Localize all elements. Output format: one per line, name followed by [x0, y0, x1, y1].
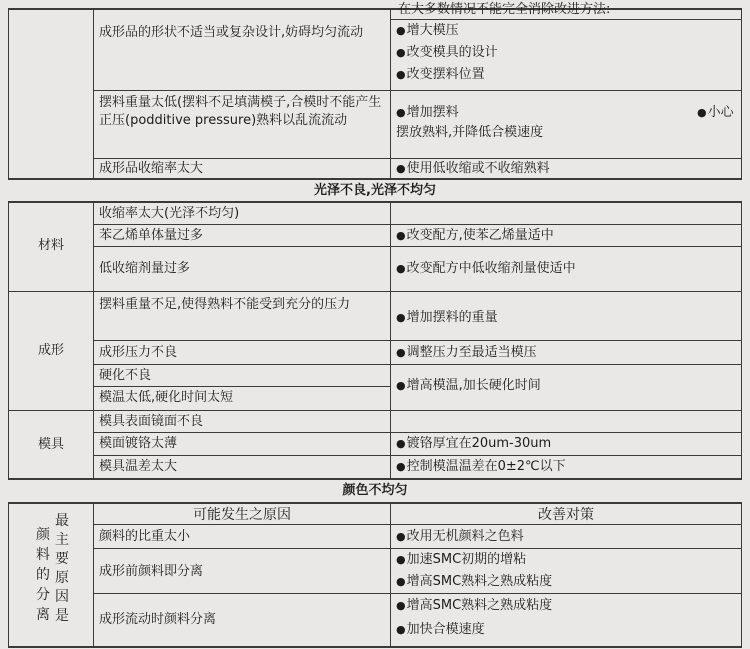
side-note: ● 小心: [697, 104, 734, 122]
column-header-solution: 改善对策: [538, 507, 594, 523]
solution-item: ● 增高SMC熟料之熟成粘度: [396, 573, 552, 591]
solution-item: ● 镀铬厚宜在20um-30um: [396, 435, 551, 453]
solution-item: ● 增高SMC熟料之熟成粘度: [396, 597, 552, 615]
cause-cell: 收缩率太大(光泽不均匀): [99, 206, 240, 221]
solution-item: ● 加快合模速度: [396, 621, 485, 639]
cause-cell: 模面镀铬太薄: [99, 436, 178, 451]
solution-item: ● 增高模温,加长硬化时间: [396, 377, 541, 395]
cause-cell: 摆料重量不足,使得熟料不能受到充分的压力: [99, 297, 351, 312]
solution-item: 摆放熟料,并降低合模速度: [396, 125, 544, 140]
solution-item: ● 改变配方,使苯乙烯量适中: [396, 227, 554, 245]
top-table-header: 在大多数情况不能完全消除改进方法:: [398, 2, 611, 17]
cause-cell: 摆料重量太低(摆料不足填满模子,合模时不能产生正压(podditive pressure)熟料以乱流流动: [99, 95, 382, 128]
cause-cell: 成形压力不良: [99, 345, 178, 360]
cause-cell: 成形品的形状不适当或复杂设计,妨碍均匀流动: [99, 25, 364, 40]
section-title-color: 颜色不均匀: [342, 483, 408, 498]
solution-item: ● 改变摆料位置: [396, 66, 485, 84]
side-label-pigment-separation: 颜料的分离: [36, 527, 50, 623]
cause-cell: 模具温差太大: [99, 459, 178, 474]
cause-cell: 苯乙烯单体量过多: [99, 228, 204, 243]
cause-cell: 成形流动时颜料分离: [99, 612, 217, 627]
cause-cell: 成形前颜料即分离: [99, 564, 204, 579]
cause-cell: 硬化不良: [99, 368, 152, 383]
cause-cell: 成形品收缩率太大: [99, 161, 204, 176]
category-label: 材料: [37, 238, 64, 253]
solution-item: ● 调整压力至最适当模压: [396, 344, 537, 362]
cause-cell: 低收缩剂量过多: [99, 261, 191, 276]
side-label-main-cause: 最主要原因是: [55, 513, 69, 624]
solution-item: ● 改变模具的设计: [396, 44, 498, 62]
solution-item: ● 控制模温温差在0±2℃以下: [396, 458, 566, 476]
column-header-cause: 可能发生之原因: [193, 507, 291, 523]
cause-cell: 模温太低,硬化时间太短: [99, 390, 234, 405]
solution-item: ● 使用低收缩或不收缩熟料: [396, 160, 550, 178]
cause-cell: 颜料的比重太小: [99, 529, 191, 544]
solution-item: ● 加速SMC初期的增粘: [396, 551, 526, 569]
category-label: 成形: [37, 343, 64, 358]
solution-item: ● 增加摆料的重量: [396, 309, 498, 327]
solution-item: ● 增加摆料: [396, 104, 459, 122]
solution-item: ● 增大模压: [396, 22, 459, 40]
solution-item: ● 改用无机颜料之色料: [396, 528, 524, 546]
section-title-gloss: 光泽不良,光泽不均匀: [314, 183, 436, 198]
cause-cell: 模具表面镜面不良: [99, 414, 204, 429]
solution-item: ● 改变配方中低收缩剂量使适中: [396, 260, 576, 278]
category-label: 模具: [37, 437, 64, 452]
